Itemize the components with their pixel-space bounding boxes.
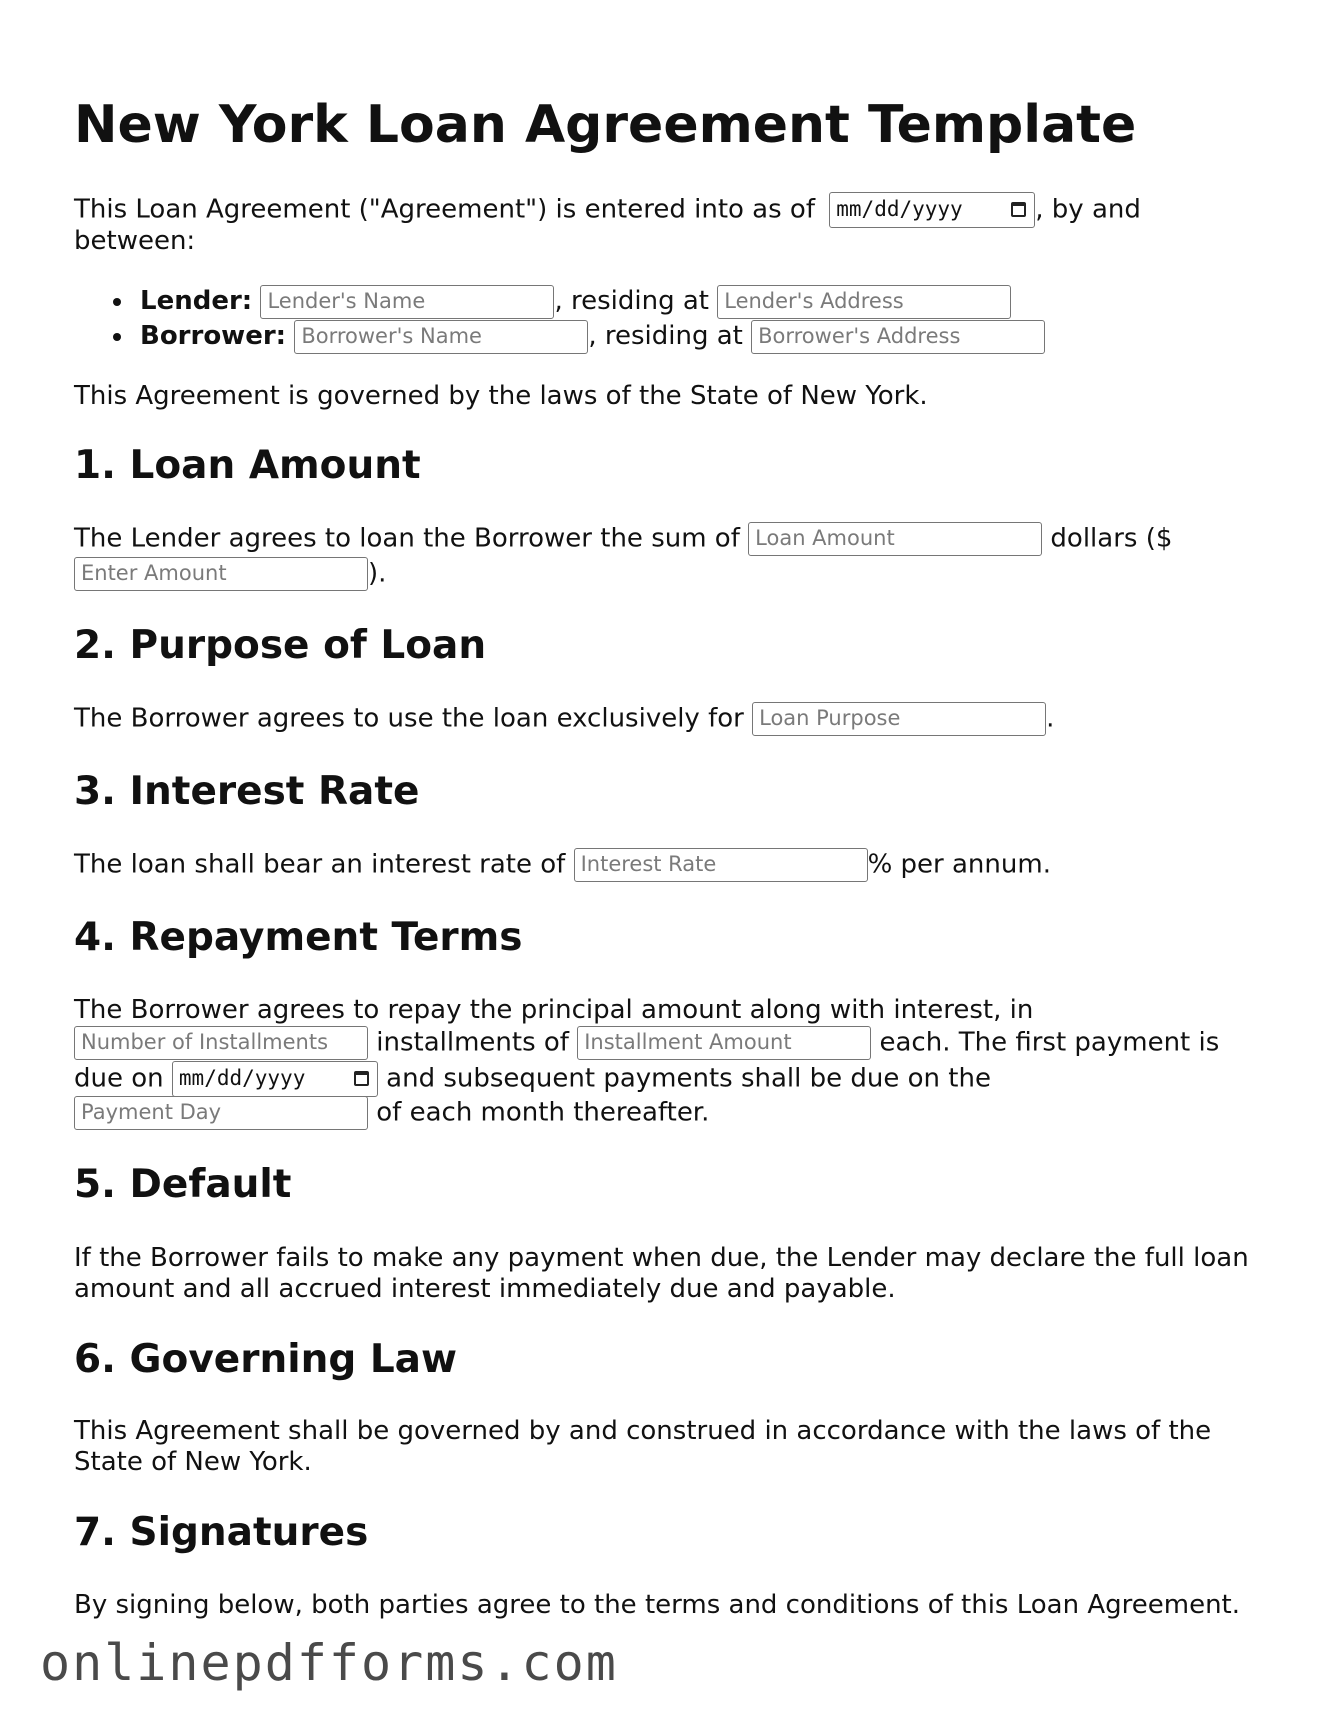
lender-residing-text: , residing at: [554, 286, 709, 316]
section-interest-heading: 3. Interest Rate: [74, 769, 420, 814]
repayment-line-1: The Borrower agrees to repay the principal amount along with interest, in: [74, 995, 1034, 1025]
watermark: onlinepdfforms.com: [40, 1634, 618, 1692]
interest-rate-input[interactable]: Interest Rate: [574, 848, 868, 882]
intro-line-2: between:: [74, 226, 196, 256]
loan-amount-words-input[interactable]: Loan Amount: [748, 522, 1042, 556]
borrower-address-input[interactable]: Borrower's Address: [751, 320, 1045, 354]
interest-line: [74, 848, 1274, 882]
loan-amount-line-1: [74, 522, 1274, 556]
loan-amount-close-text: ).: [368, 558, 387, 589]
intro-text-after: , by and: [1035, 194, 1141, 225]
governing-law-line-2: State of New York.: [74, 1447, 312, 1477]
purpose-text: The Borrower agrees to use the loan exclusively for: [74, 703, 744, 734]
intro-text: This Loan Agreement ("Agreement") is entered into as of: [74, 194, 815, 225]
lender-item: [140, 284, 1045, 319]
loan-amount-number-input[interactable]: Enter Amount: [74, 557, 368, 591]
lender-name-input[interactable]: Lender's Name: [260, 285, 554, 319]
repayment-line-4: [74, 1096, 1274, 1130]
governed-text: This Agreement is governed by the laws of the State of New York.: [74, 381, 928, 411]
borrower-name-input[interactable]: Borrower's Name: [294, 320, 588, 354]
subsequent-payments-text: and subsequent payments shall be due on the: [386, 1063, 991, 1094]
due-on-text: due on: [74, 1063, 164, 1094]
installments-of-text: installments of: [376, 1027, 569, 1058]
calendar-icon[interactable]: [354, 1071, 369, 1086]
borrower-item: [140, 319, 1045, 354]
payment-day-input[interactable]: Payment Day: [74, 1096, 368, 1130]
section-default-heading: 5. Default: [74, 1162, 292, 1207]
first-payment-text: each. The first payment is: [879, 1027, 1220, 1058]
default-line-1: If the Borrower fails to make any payment when due, the Lender may declare the full loan: [74, 1243, 1249, 1273]
section-loan-amount-heading: 1. Loan Amount: [74, 443, 421, 488]
section-repayment-heading: 4. Repayment Terms: [74, 915, 523, 960]
lender-address-input[interactable]: Lender's Address: [717, 285, 1011, 319]
section-governing-law-heading: 6. Governing Law: [74, 1337, 458, 1382]
each-month-text: of each month thereafter.: [376, 1097, 710, 1128]
interest-text: The loan shall bear an interest rate of: [74, 849, 566, 880]
repayment-line-2: [74, 1026, 1274, 1060]
section-purpose-heading: 2. Purpose of Loan: [74, 623, 487, 668]
date-placeholder: mm/dd/yyyy: [836, 197, 963, 221]
loan-amount-text: The Lender agrees to loan the Borrower the sum of: [74, 523, 740, 554]
borrower-label: Borrower:: [140, 321, 287, 351]
calendar-icon[interactable]: [1011, 202, 1026, 217]
installments-count-input[interactable]: Number of Installments: [74, 1026, 368, 1060]
repayment-line-3: [74, 1061, 1274, 1097]
purpose-period: .: [1046, 703, 1055, 734]
page-title: New York Loan Agreement Template: [74, 95, 1137, 155]
lender-label: Lender:: [140, 286, 253, 316]
section-signatures-heading: 7. Signatures: [74, 1510, 369, 1555]
loan-purpose-input[interactable]: Loan Purpose: [752, 702, 1046, 736]
governing-law-line-1: This Agreement shall be governed by and construed in accordance with the laws of the: [74, 1416, 1212, 1446]
purpose-line: [74, 702, 1274, 736]
agreement-date-input[interactable]: [829, 192, 1035, 228]
intro-line-1: [74, 192, 1274, 228]
parties-list: [74, 284, 1045, 354]
loan-amount-dollars-text: dollars ($: [1050, 523, 1173, 554]
date-placeholder: mm/dd/yyyy: [178, 1066, 306, 1090]
installment-amount-input[interactable]: Installment Amount: [577, 1026, 871, 1060]
default-line-2: amount and all accrued interest immediately due and payable.: [74, 1274, 896, 1304]
signatures-line-1: By signing below, both parties agree to the terms and conditions of this Loan Agreement.: [74, 1590, 1241, 1620]
loan-amount-line-2: [74, 557, 1274, 591]
first-payment-date-input[interactable]: [172, 1061, 378, 1097]
borrower-residing-text: , residing at: [588, 321, 743, 351]
interest-per-annum-text: % per annum.: [867, 849, 1051, 880]
